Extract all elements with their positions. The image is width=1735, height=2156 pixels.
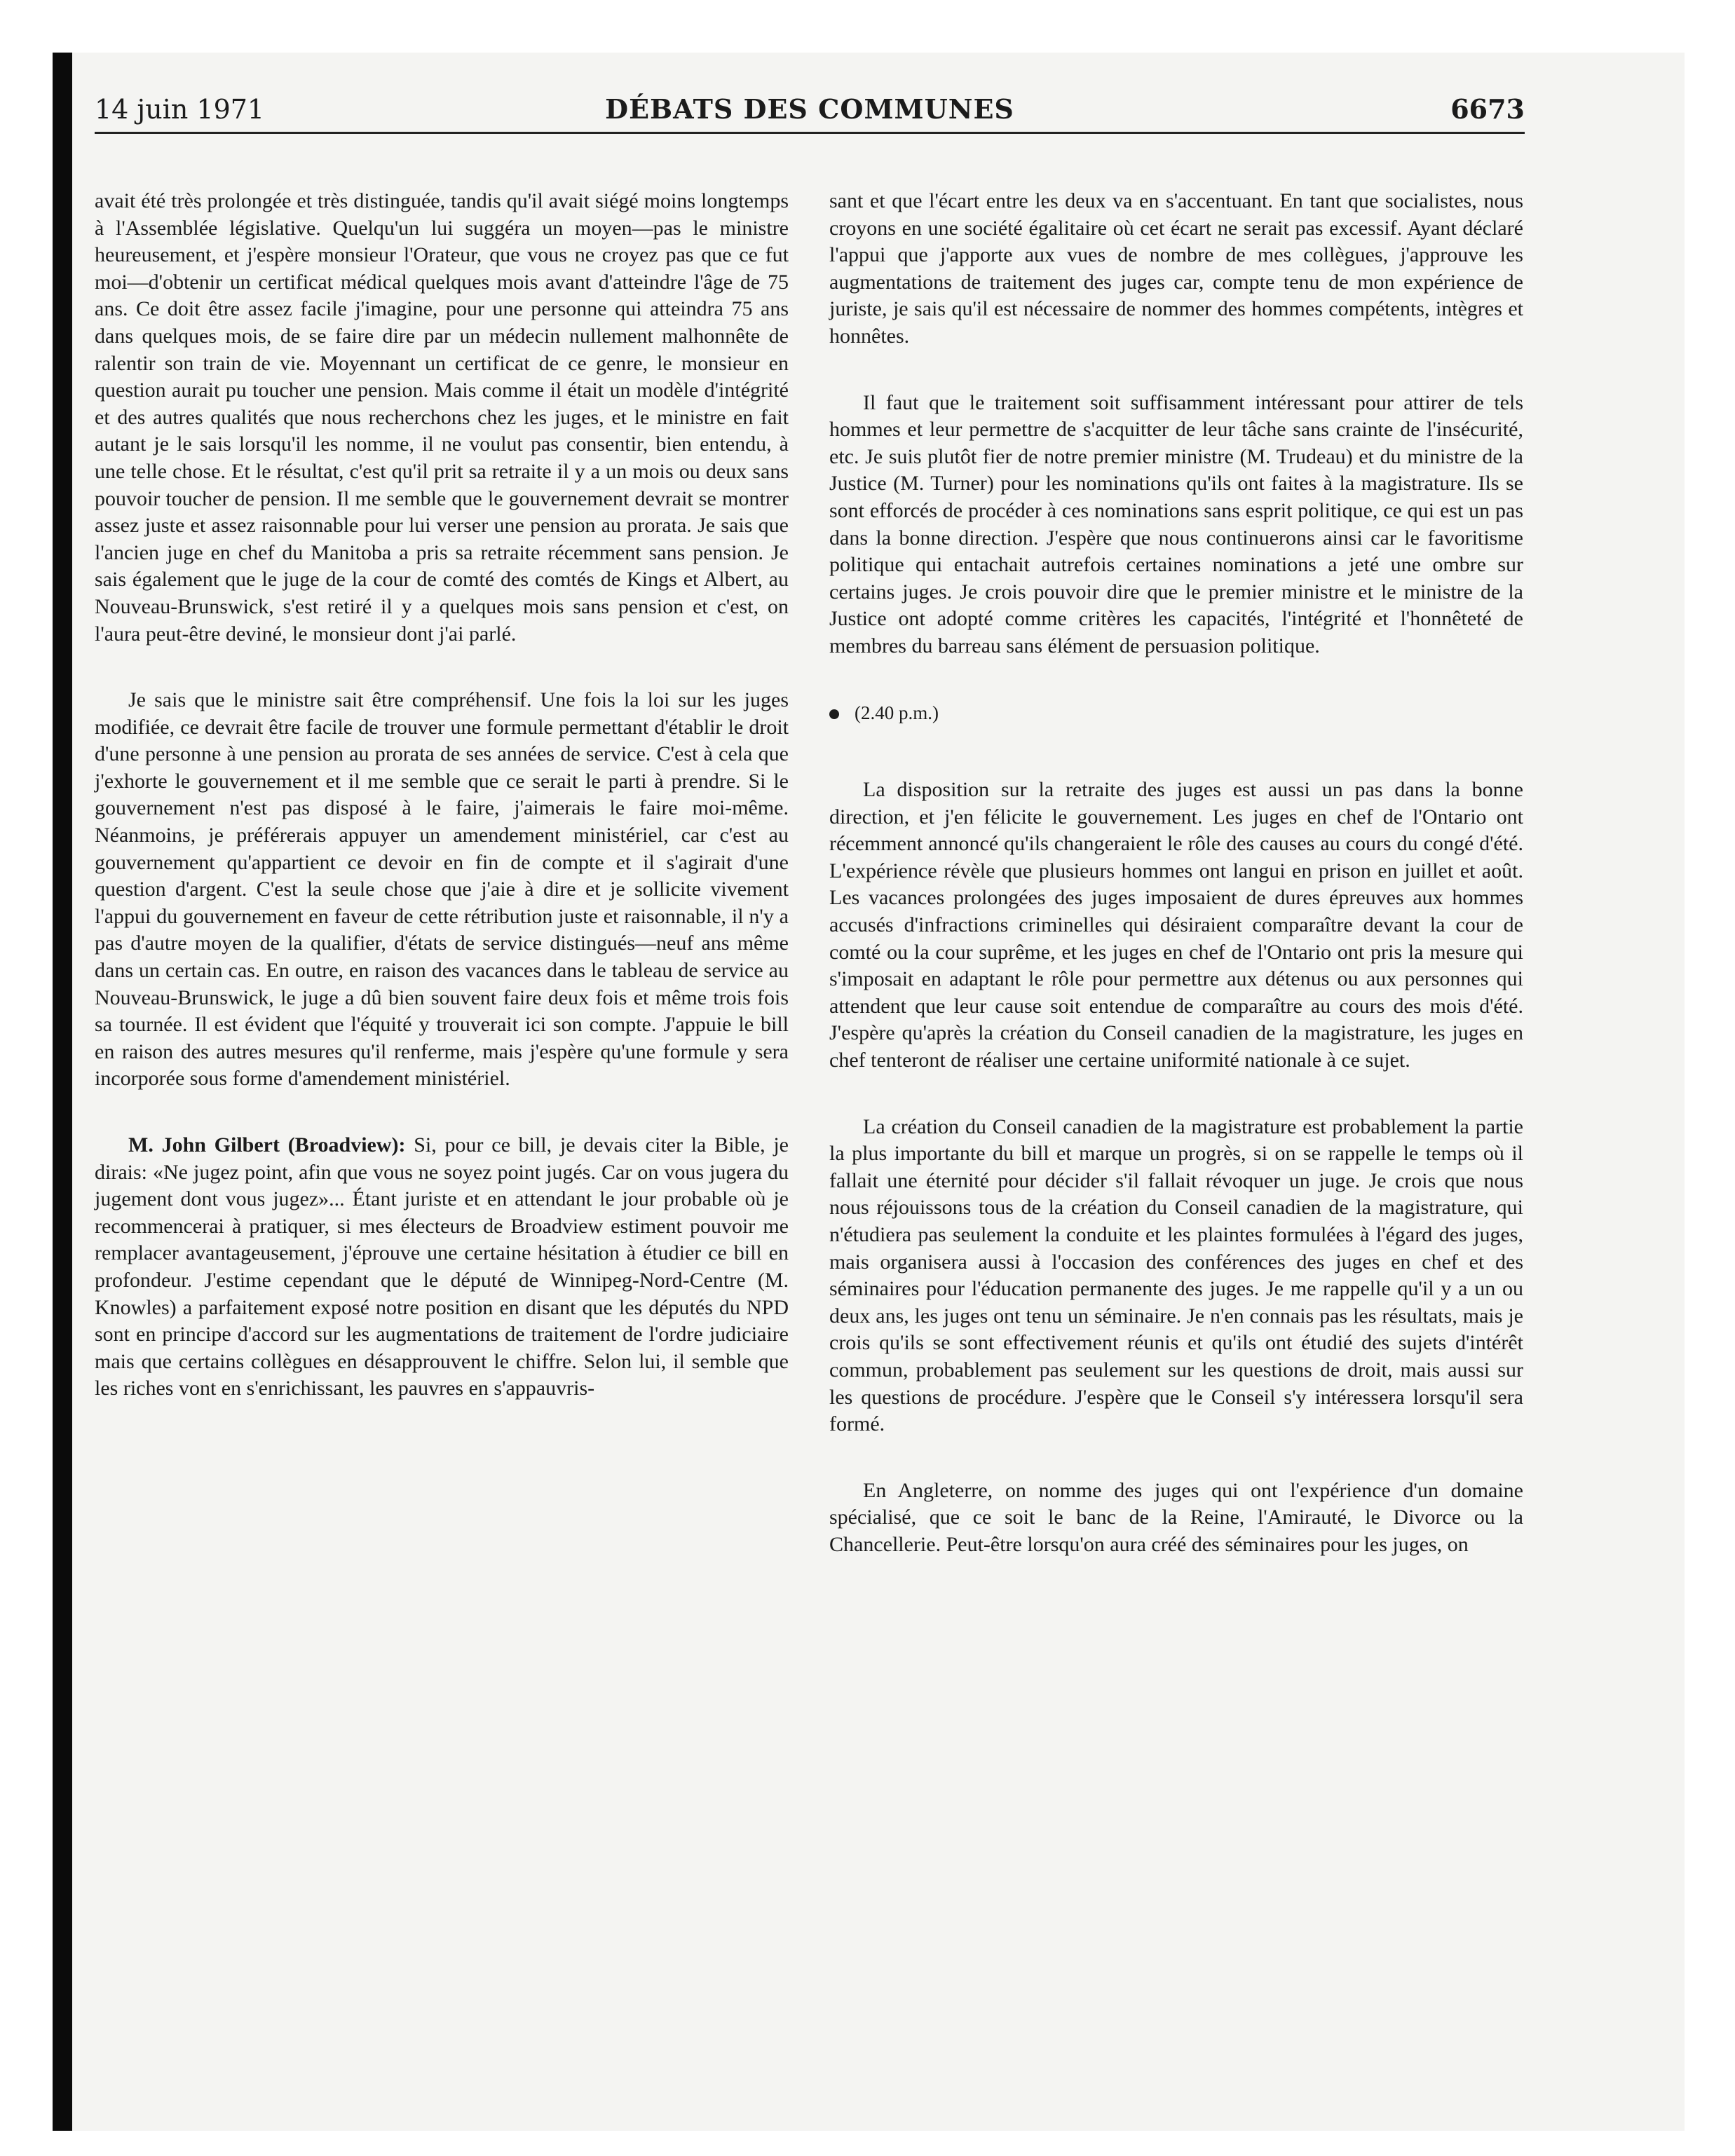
timestamp-text: (2.40 p.m.) bbox=[855, 702, 939, 723]
page-header bbox=[95, 91, 1525, 134]
left-paragraph-1: avait été très prolongée et très distinguée, tandis qu'il avait siégé moins longtemps à l'Assemblée législative. Quelqu'un lui suggéra un moyen—pas le ministre heureusement, et j'espère monsieur l'Orateur, que vous ne croyez pas que ce fut moi—d'obtenir un certificat médical quelques mois avant d'atteindre l'âge de 75 ans. Ce doit être assez facile j'imagine, pour une personne qui atteindra 75 ans dans quelques mois, de se faire dire par un médecin nullement malhonnête de ralentir son train de vie. Moyennant un certificat de ce genre, le monsieur en question aurait pu toucher une pension. Mais comme il était un modèle d'intégrité et des autres qualités que nous recherchons chez les juges, et le ministre en fait autant je le sais lorsqu'il les nomme, il ne voulut pas consentir, bien entendu, à une telle chose. Et le résultat, c'est qu'il prit sa retraite il y a un mois ou deux sans pouvoir toucher de pension. Il me semble que le gouvernement devrait se montrer assez juste et assez raisonnable pour lui verser une pension au prorata. Je sais que l'ancien juge en chef du Manitoba a pris sa retraite récemment sans pension. Je sais également que le juge de la cour de comté des comtés de Kings et Albert, au Nouveau-Brunswick, s'est retiré il y a quelques mois sans pension et c'est, on l'aura peut-être deviné, le monsieur dont j'ai parlé. bbox=[95, 189, 789, 646]
left-paragraph-3 bbox=[95, 1132, 789, 1403]
right-paragraph-1: sant et que l'écart entre les deux va en s'accentuant. En tant que socialistes, nous croyons en une société égalitaire où cet écart ne serait pas excessif. Ayant déclaré l'appui que j'apporte aux vues de nombre de mes collègues, j'approuve les augmentations de traitement des juges car, compte tenu de mon expérience de juriste, je sais qu'il est nécessaire de nommer des hommes compétents, intègres et honnêtes. bbox=[829, 189, 1523, 348]
header-date: 14 juin 1971 bbox=[95, 94, 265, 125]
right-paragraph-4: La création du Conseil canadien de la magistrature est probablement la partie la plus importante du bill et marque un progrès, si on se rappelle le temps où il fallait une éternité pour décider s'il fallait révoquer un juge. Je crois que nous nous réjouissons tous de la création du Conseil canadien de la magistrature, qui n'étudiera pas seulement la conduite et les plaintes formulées à l'égard des juges, mais organisera aussi à l'occasion des conférences des juges en chef et des séminaires pour l'éducation permanente des juges. Je me rappelle qu'il y a un ou deux ans, les juges ont tenu un séminaire. Je n'en connais pas les résultats, mais je crois qu'ils se sont effectivement réunis et qu'ils ont étudié des sujets d'intérêt commun, probablement pas seulement sur les questions de droit, mais aussi sur les questions de procédure. J'espère que le Conseil s'y intéressera lorsqu'il sera formé. bbox=[829, 1114, 1523, 1436]
bullet-icon bbox=[829, 709, 839, 719]
timestamp-line bbox=[829, 700, 1523, 727]
right-paragraph-3: La disposition sur la retraite des juges est aussi un pas dans la bonne direction, et j'en félicite le gouvernement. Les juges en chef de l'Ontario ont récemment annoncé qu'ils changeraient le rôle des causes au cours du congé d'été. L'expérience révèle que plusieurs hommes ont langui en prison en juillet et août. Les vacances prolongées des juges imposaient de dures épreuves aux hommes accusés d'infractions criminelles qui désiraient comparaître devant la cour de comté ou la cour suprême, et les juges en chef de l'Ontario ont pris la mesure qui s'imposait en adaptant le rôle pour permettre aux détenus ou aux personnes qui attendent que leur cause soit entendue de comparaître au cours des mois d'été. J'espère qu'après la création du Conseil canadien de la magistrature, les juges en chef tenteront de réaliser une certaine uniformité nationale à ce sujet. bbox=[829, 778, 1523, 1072]
left-paragraph-2: Je sais que le ministre sait être compréhensif. Une fois la loi sur les juges modifiée, ce devrait être facile de trouver une formule permettant d'établir le droit d'une personne à une pension au prorata de ses années de service. C'est à cela que j'exhorte le gouvernement et il me semble que ce serait le parti à prendre. Si le gouvernement n'est pas disposé à le faire, j'aimerais le faire moi-même. Néanmoins, je préférerais appuyer un amendement ministériel, car c'est au gouvernement qu'appartient ce devoir en fin de compte et il s'agirait d'une question d'argent. C'est la seule chose que j'aie à dire et je sollicite vivement l'appui du gouvernement en faveur de cette rétribution juste et raisonnable, il n'y a pas d'autre moyen de la qualifier, d'états de service distingués—neuf ans même dans un certain cas. En outre, en raison des vacances dans le tableau de service au Nouveau-Brunswick, le juge a dû bien souvent faire deux fois et même trois fois sa tournée. Il est évident que l'équité y trouverait ici son compte. J'appuie le bill en raison des autres mesures qu'il renferme, mais j'espère qu'une formule y sera incorporée sous forme d'amendement ministériel. bbox=[95, 688, 789, 1091]
speaker-name: M. John Gilbert (Broadview): bbox=[128, 1133, 406, 1157]
right-paragraph-2: Il faut que le traitement soit suffisamment intéressant pour attirer de tels hommes et leur permettre de s'acquitter de leur tâche sans crainte de l'insécurité, etc. Je suis plutôt fier de notre premier ministre (M. Trudeau) et du ministre de la Justice (M. Turner) pour les nominations qu'ils ont faites à la magistrature. Ils se sont efforcés de procéder à ces nominations sans esprit politique, ce qui est un pas dans la bonne direction. J'espère que nous continuerons ainsi car le favoritisme politique qui entachait autrefois certaines nominations a jeté une ombre sur certains juges. Je crois pouvoir dire que le premier ministre et le ministre de la Justice ont adopté comme critères les capacités, l'intégrité et l'honnêteté de membres du barreau sans élément de persuasion politique. bbox=[829, 390, 1523, 657]
speech-text: Si, pour ce bill, je devais citer la Bible, je dirais: «Ne jugez point, afin que vous ne soyez point jugés. Car on vous jugera du jugement dont vous jugez»... Étant juriste et en attendant le jour probable où je recommencerai à pratiquer, si mes électeurs de Broadview estiment pouvoir me remplacer avantageusement, j'éprouve une certaine hésitation à étudier ce bill en profondeur. J'estime cependant que le député de Winnipeg-Nord-Centre (M. Knowles) a parfaitement exposé notre position en disant que les députés du NPD sont en principe d'accord sur les augmentations de traitement de l'ordre judiciaire mais que certains collègues en désapprouvent le chiffre. Selon lui, il semble que les riches vont en s'enrichissant, les pauvres en s'appauvris- bbox=[95, 1133, 789, 1400]
right-column bbox=[829, 188, 1523, 1598]
page-number: 6673 bbox=[1450, 93, 1525, 125]
journal-title: DÉBATS DES COMMUNES bbox=[605, 93, 1014, 125]
right-paragraph-5: En Angleterre, on nomme des juges qui ont l'expérience d'un domaine spécialisé, que ce soit le banc de la Reine, l'Amirauté, le Divorce ou la Chancellerie. Peut-être lorsqu'on aura créé des séminaires pour les juges, on bbox=[829, 1478, 1523, 1556]
left-column bbox=[95, 188, 789, 1442]
scan-edge-bar bbox=[53, 53, 72, 2131]
